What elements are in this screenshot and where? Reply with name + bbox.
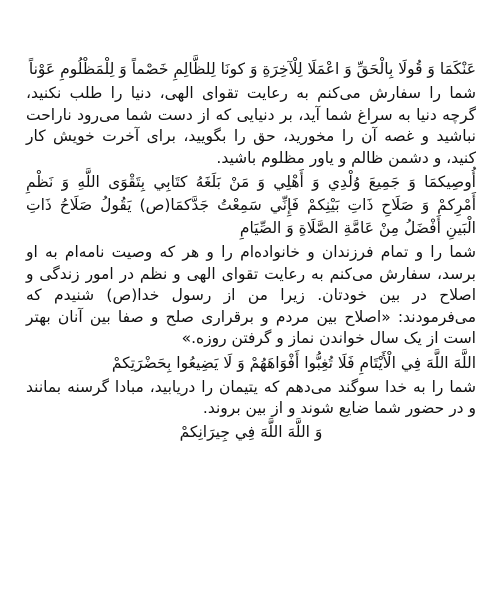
persian-translation-2: شما را و تمام فرزندان و خانواده‌ام را و هر که وصیت نامه‌ام به او برسد، سفارش می‌کنم به رعایت تقوای الهی و نظم در امور زندگی و اصلاح در بین خودتان. زیرا من از رسول خدا(ص) شنیدم که می‌فرمودند: «اصلاح بین مردم و برقراری صلح و صفا بین آنان بهتر است از یک سال خواندن نماز و گرفتن روزه.» [26, 243, 476, 347]
persian-translation-1: شما را سفارش می‌کنم به رعایت تقوای الهی، دنیا را طلب نکنید، گرچه دنیا به سراغ شما آید، بر دنیایی که از دست شما می‌رود ناراحت نباشید و غصه آن را مخورید، حق را بگویید، برای آخرت خویش کار کنید، و دشمن ظالم و یاور مظلوم باشید. [26, 84, 476, 167]
persian-translation-3: شما را به خدا سوگند می‌دهم که یتیمان را دریابید، مبادا گرسنه بمانند و در حضور شما ضایع شوند و از بین بروند. [26, 377, 476, 417]
arabic-passage-1: عَنْكَمَا وَ قُولَا بِالْحَقِّ وَ اعْمَلَا لِلْآخِرَةِ وَ كونَا لِلظَّالِمِ خَصْماً وَ لِلْمَظْلُومِ عَوْناً [28, 60, 476, 78]
arabic-passage-4: وَ اللَّهَ اللَّهَ فِي جِيرَانِكمْ [179, 422, 323, 441]
arabic-passage-2: أُوصِيكمَا وَ جَمِيعَ وُلْدِي وَ أَهْلِي وَ مَنْ بَلَغَهُ كتَابِي بِتَقْوَى اللَّهِ وَ نَظْمِ أَمْرِكمْ وَ صَلَاحِ ذَاتِ بَيْنِكمْ فَإِنِّي سَمِعْتُ جَدَّكمَا(ص) يَقُولُ صَلَاحُ ذَاتِ الْبَينِ أَفْضَلُ مِنْ عَامَّةِ الصَّلَاةِ وَ الصِّيَامِ [26, 173, 476, 237]
arabic-passage-3: اللَّهَ اللَّهَ فِي الْأَيْتَامِ فَلَا تُغِبُّوا أَفْوَاهَهُمْ وَ لَا يَضِيعُوا بِحَضْرَتِكمْ [111, 353, 476, 372]
